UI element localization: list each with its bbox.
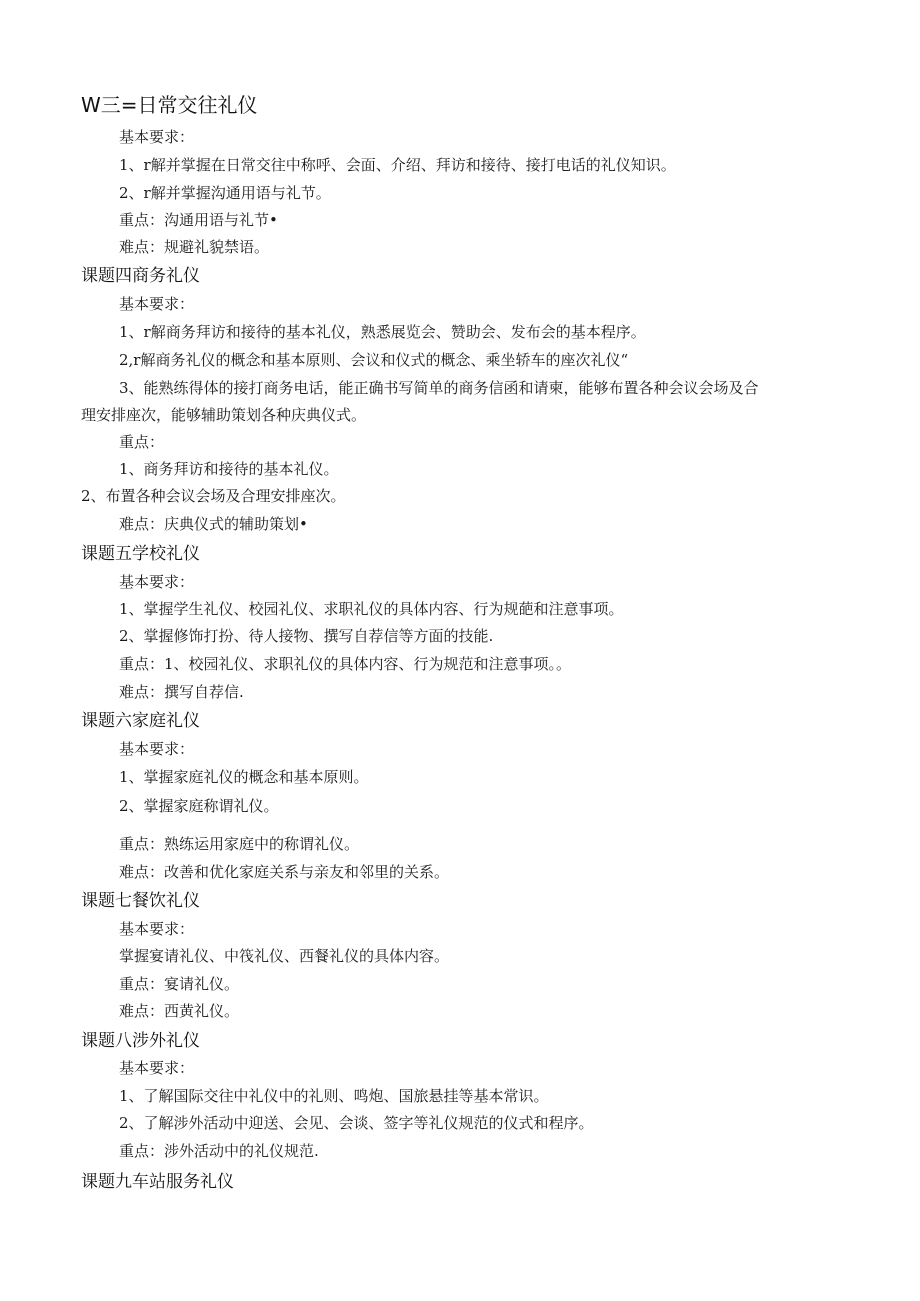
s6-req-label: 基本要求： bbox=[119, 740, 195, 758]
s5-req-1: 1、掌握学生礼仪、校园礼仪、求职礼仪的具体内容、行为规葩和注意事项。 bbox=[119, 600, 624, 618]
s8-req-2: 2、了解涉外活动中迎送、会见、会谈、签字等礼仪规范的仪式和程序。 bbox=[119, 1114, 594, 1132]
section-5-title: 课题五学校礼仪 bbox=[81, 544, 200, 564]
section-8-title: 课题八涉外礼仪 bbox=[81, 1031, 200, 1051]
section-6-title: 课题六家庭礼仪 bbox=[81, 711, 200, 731]
s4-req-2: 2,r解商务礼仪的概念和基本原则、会议和仪式的概念、乘坐轿车的座次礼仪“ bbox=[119, 351, 629, 369]
s3-difficulty: 难点：规避礼貌禁语。 bbox=[119, 238, 270, 256]
s4-key-2: 2、布置各种会议会场及合理安排座次。 bbox=[81, 487, 346, 505]
s8-req-label: 基本要求： bbox=[119, 1059, 195, 1077]
s7-req-1: 掌握宴请礼仪、中筏礼仪、西餐礼仪的具体内容。 bbox=[119, 947, 450, 965]
s5-key-point: 重点：1、校园礼仪、求职礼仪的具体内容、行为规范和注意事项。。 bbox=[119, 655, 572, 673]
s6-difficulty: 难点：改善和优化家庭关系与亲友和邻里的关系。 bbox=[119, 863, 450, 881]
s6-key-point: 重点：熟练运用家庭中的称谓礼仪。 bbox=[119, 835, 360, 853]
s5-req-label: 基本要求： bbox=[119, 573, 195, 591]
s3-req-label: 基本要求： bbox=[119, 128, 195, 146]
section-3-heading: W三=日常交往礼仪 bbox=[81, 93, 258, 117]
s3-key-point: 重点：沟通用语与礼节• bbox=[119, 211, 278, 229]
s4-req-1: 1、r解商务拜访和接待的基本礼仪，熟悉展览会、赞助会、发布会的基本程序。 bbox=[119, 323, 646, 341]
s4-key-label: 重点： bbox=[119, 433, 165, 451]
s3-req-1: 1、r解并掌握在日常交往中称呼、会面、介绍、拜访和接待、接打电话的礼仪知识。 bbox=[119, 156, 676, 174]
s4-req-3b: 理安排座次，能够辅助策划各种庆典仪式。 bbox=[81, 406, 367, 424]
section-7-title: 课题七餐饮礼仪 bbox=[81, 891, 200, 911]
s4-req-label: 基本要求： bbox=[119, 295, 195, 313]
s8-req-1: 1、了解国际交往中礼仪中的礼则、鸣炮、国旅悬挂等基本常识。 bbox=[119, 1087, 549, 1105]
s7-req-label: 基本要求： bbox=[119, 920, 195, 938]
s3-req-2: 2、r解并掌握沟通用语与礼节。 bbox=[119, 184, 331, 202]
s6-req-1: 1、掌握家庭礼仪的概念和基本原则。 bbox=[119, 768, 369, 786]
s4-key-1: 1、商务拜访和接待的基本礼仪。 bbox=[119, 460, 339, 478]
s4-req-3a: 3、能熟练得体的接打商务电话，能正确书写简单的商务信函和请柬，能够布置各种会议会场及合 bbox=[119, 379, 759, 397]
section-4-title: 课题四商务礼仪 bbox=[81, 266, 200, 286]
s5-difficulty: 难点：撰写自荐信. bbox=[119, 683, 244, 701]
s8-key-point: 重点：涉外活动中的礼仪规范. bbox=[119, 1142, 319, 1160]
section-9-title: 课题九车站服务礼仪 bbox=[81, 1172, 234, 1192]
s7-difficulty: 难点：西黄礼仪。 bbox=[119, 1002, 240, 1020]
s4-difficulty: 难点：庆典仪式的辅助策划• bbox=[119, 515, 308, 533]
s5-req-2: 2、掌握修饰打扮、待人接物、撰写自荐信等方面的技能. bbox=[119, 627, 494, 645]
s7-key-point: 重点：宴请礼仪。 bbox=[119, 975, 240, 993]
s6-req-2: 2、掌握家庭称谓礼仪。 bbox=[119, 797, 279, 815]
